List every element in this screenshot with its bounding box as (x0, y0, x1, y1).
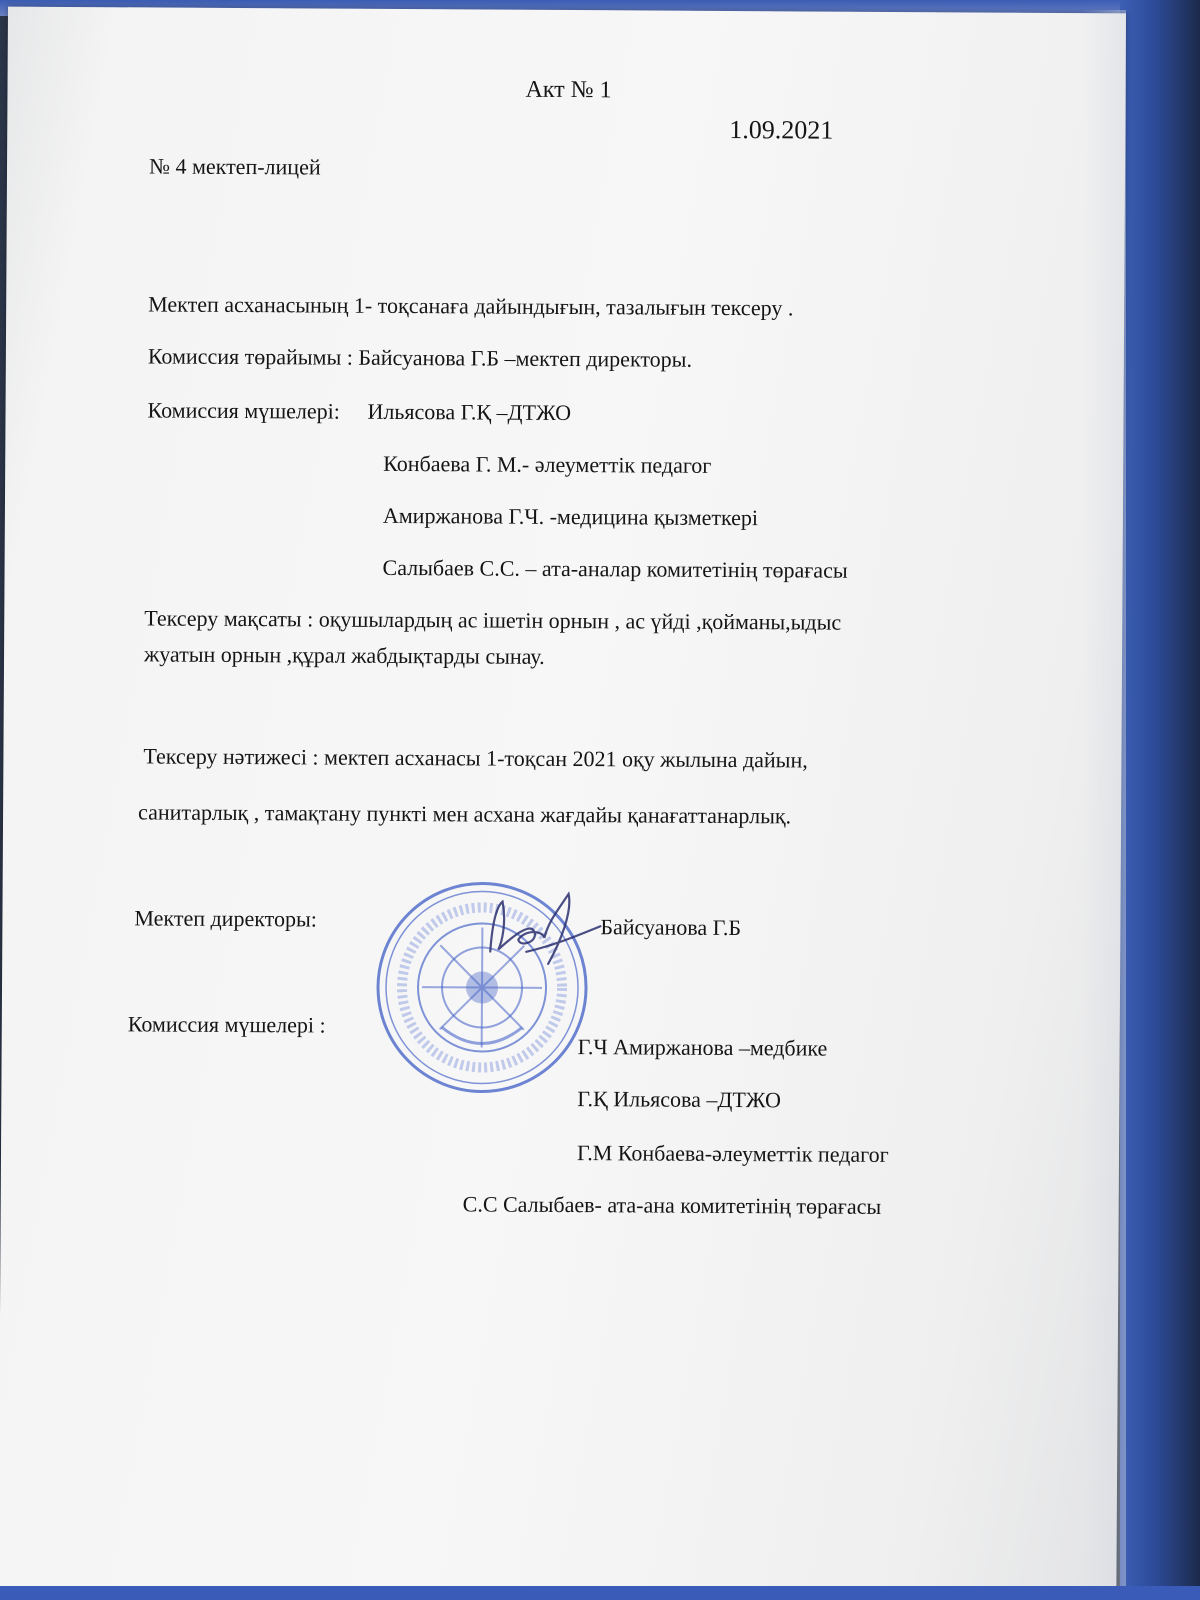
purpose-line: Тексеру мақсаты : оқушылардың ас ішетін орнын , ас үйді ,қойманы,ыдыс (144, 605, 842, 635)
plastic-sleeve-edge (1082, 10, 1126, 1590)
member-signature-line: Г.Қ Ильясова –ДТЖО (577, 1086, 781, 1113)
member-signature-line: Г.Ч Амиржанова –медбике (577, 1034, 828, 1061)
member-item: Конбаева Г. М.- әлеуметтік педагог (383, 450, 712, 478)
purpose-line: жуатын орнын ,құрал жабдықтарды сынау. (143, 641, 545, 669)
document-sheet (0, 7, 1126, 1594)
document-title: Акт № 1 (525, 76, 612, 104)
member-item: Салыбаев С.С. – ата-аналар комитетінің төрағасы (382, 554, 848, 583)
document-date: 1.09.2021 (729, 114, 834, 145)
member-signature-line: Г.М Конбаева-әлеуметтік педагог (576, 1140, 889, 1167)
folder-spine (1120, 0, 1200, 1600)
result-line: Тексеру нәтижесі : мектеп асханасы 1-тоқсан 2021 оқу жылына дайын, (143, 743, 808, 773)
director-signature (472, 881, 613, 982)
director-label: Мектеп директоры: (134, 905, 317, 932)
commission-chair: Комиссия төрайымы : Байсуанова Г.Б –мектеп директоры. (147, 343, 693, 372)
school-name: № 4 мектеп-лицей (148, 153, 321, 180)
result-line: санитарлық , тамақтану пункті мен асхана жағдайы қанағаттанарлық. (138, 799, 792, 829)
members-sign-label: Комиссия мүшелері : (127, 1011, 326, 1038)
member-signature-line: С.С Салыбаев- ата-ана комитетінің төрағасы (462, 1191, 882, 1219)
document-subject: Мектеп асханасының 1- тоқсанаға дайындығын, тазалығын тексеру . (148, 291, 794, 321)
director-name: Байсуанова Г.Б (600, 914, 742, 941)
member-item: Амиржанова Г.Ч. -медицина қызметкері (382, 502, 759, 531)
member-item: Ильясова Г.Қ –ДТЖО (367, 398, 572, 426)
members-label: Комиссия мүшелері: (147, 397, 340, 424)
folder-bottom-edge (0, 1586, 1200, 1600)
